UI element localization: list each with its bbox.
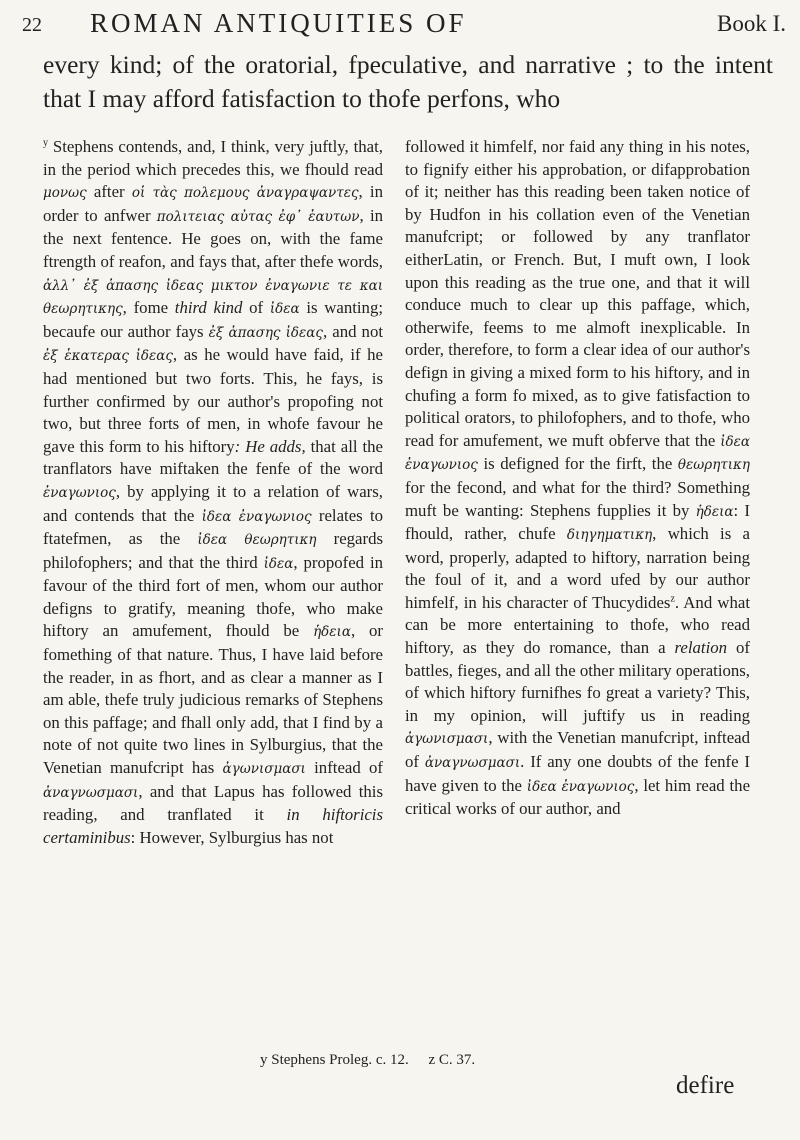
greek-text: ἰδεα (263, 555, 294, 572)
greek-text: διηγηματικη (566, 527, 653, 544)
book-label: Book I. (717, 11, 786, 36)
greek-text: ἰδεα ἐναγωνιος (201, 508, 312, 525)
text-run: , fome (122, 298, 175, 318)
greek-text: ἀναγνωσμασι (43, 784, 139, 801)
text-run: . And what can be more entertaining to thofe, who read hiftory, as they do romance, than a (405, 592, 750, 658)
text-run: , propofed in favour of the third fort of men, whom our author defigns to gratify, meaning thofe, who make hiftory an amufement, fhould be (43, 552, 383, 641)
text-run: of battles, fieges, and all the other military operations, of which hiftory furnifhes fo great a variety? This, in my opinion, will juftify us in reading (405, 638, 750, 725)
greek-text: ἀγωνισμασι (405, 731, 489, 748)
note-y-marker: y (43, 137, 48, 149)
note-y-paragraph (43, 136, 383, 849)
footnotes (260, 1052, 491, 1069)
greek-text: ἰδεα ἐναγωνιος (405, 433, 750, 474)
text-run: , or fomething of that nature. Thus, I have laid before the reader, in as fhort, and as clear a manner as I am able, thefe truly judicious remarks of Stephens on this paffage; and fhall only add, that I find by a note of not quite two lines in Sylburgius, that the Venetian manufcript has (43, 621, 383, 778)
page-header (22, 8, 792, 44)
text-run: , by applying it to a relation of wars, and contends that the (43, 481, 383, 525)
page-number: 22 (22, 14, 42, 36)
footnote-y: y Stephens Proleg. c. 12. (260, 1052, 409, 1068)
italic-text: third kind (174, 298, 243, 318)
greek-text: θεωρητικη (677, 457, 750, 474)
text-run: , and that Lapus has followed this reading, and tranflated it (43, 781, 383, 825)
text-run: is defigned for the firft, the (477, 454, 678, 474)
italic-text: relation (674, 638, 728, 658)
greek-text: ἡδεια (695, 503, 734, 520)
footnote-z-marker: z (670, 593, 675, 605)
text-run: , which is a word, properly, adapted to hiftory, narration being the foul of it, and a word ufed by our author himfelf, in his character of Thucydides (405, 524, 750, 612)
footnote-z: z C. 37. (428, 1052, 476, 1068)
text-run: , with the Venetian manufcript, inftead of (405, 728, 750, 772)
greek-text: ἰδεα θεωρητικη (197, 532, 317, 549)
right-column-note (405, 136, 750, 821)
greek-text: ἀγωνισμασι (222, 761, 306, 778)
greek-text: ἰδεα (269, 301, 300, 318)
greek-text: ἀλλ᾽ ἐξ ἁπασης ἰδεας μικτον ἐναγωνιε τε και θεωρητικης (43, 277, 383, 318)
text-run: , in the next fentence. He goes on, with the fame ftrength of reafon, and fays that, after thefe words, (43, 205, 383, 271)
text-run: : However, Sylburgius has not (130, 827, 334, 847)
text-run: of (242, 298, 270, 318)
note-y-continuation (405, 136, 750, 821)
text-run: regards philofophers; and that the third (43, 529, 383, 572)
running-title: ROMAN ANTIQUITIES OF (90, 8, 467, 38)
text-run: relates to ftatefmen, as the (43, 505, 384, 549)
italic-text: in hiftoricis certaminibus (43, 805, 383, 847)
text-run: , let him read the critical works of our author, and (405, 775, 751, 819)
greek-text: ἐναγωνιος (43, 484, 116, 501)
greek-text: μονως (43, 185, 87, 202)
text-run: inftead of (305, 758, 383, 778)
text-run: Stephens contends, and, I think, very juftly, that, in the period which precedes this, we fhould read (43, 137, 383, 179)
greek-text: ἰδεα ἐναγωνιος (526, 778, 635, 795)
catchword: defire (676, 1072, 735, 1099)
greek-text: οἱ τὰς πολεμους ἀναγραψαντες (131, 185, 359, 202)
text-run: , in order to anfwer (43, 182, 383, 225)
greek-text: ἡδεια (313, 624, 351, 641)
greek-text: ἐξ ἑκατερας ἰδεας (43, 348, 173, 365)
greek-text: ἀναγνωσμασι (424, 755, 521, 772)
text-run: : I fhould, rather, chufe (405, 500, 750, 544)
intro-paragraph: every kind; of the oratorial, fpeculative, and narrative ; to the intent that I may afford fatisfaction to thofe perfons, who (43, 50, 773, 113)
text-run: followed it himfelf, nor faid any thing in his notes, to fignify either his approbation, or difapprobation of it; neither has this reading been taken notice of by Hudfon in his collation even of the Venetian manufcript; or followed by any tranflator eitherLatin, or French. But, I muft own, I look upon this reading as the true one, and that it will conduce much to clear up this paffage, which, otherwife, feems to me almoft inexplicable. In order, therefore, to form a clear idea of our author's defign in giving a mixed form to his hiftory, and in chufing a form fo mixed, as to give fatisfaction to political orators, to philofophers, and to thofe, who read for amufement, we muft obferve that the (405, 137, 750, 450)
text-run: is wanting; becaufe our author fays (43, 298, 383, 341)
left-column-note (43, 136, 383, 849)
italic-text: : He adds, (234, 436, 306, 456)
text-run: , and not (322, 321, 383, 341)
text-run: that all the tranflators have miftaken the fenfe of the word (43, 436, 383, 479)
greek-text: πολιτειας αὐτας ἐφ᾽ ἑαυτων (156, 208, 360, 225)
greek-text: ἐξ ἁπασης ἰδεας (208, 324, 323, 341)
text-run: for the fecond, and what for the third? Something muft be wanting: Stephens fupplies it by (405, 477, 750, 520)
text-run: . If any one doubts of the fenfe I have given to the (405, 752, 750, 795)
text-run: after (86, 182, 132, 202)
text-run: , as he would have faid, if he had mentioned but two forts. This, he fays, is further confirmed by our author's propofing not two, but three forts of men, in whofe favour he gave this form to his hiftory (43, 345, 383, 456)
